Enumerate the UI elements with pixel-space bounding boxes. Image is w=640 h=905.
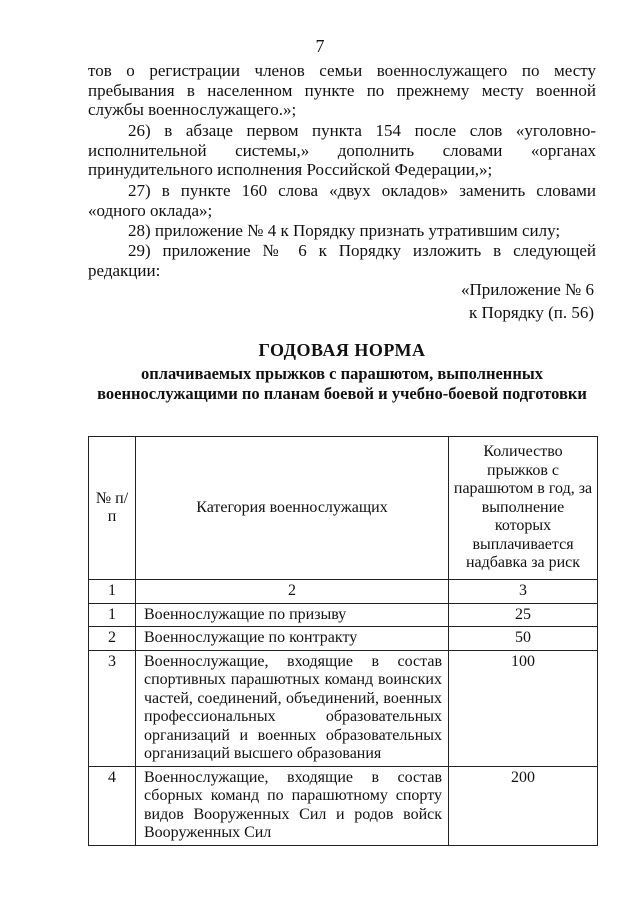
column-number: 1 (89, 580, 136, 604)
row-count: 200 (449, 766, 598, 845)
row-number: 4 (89, 766, 136, 845)
row-number: 2 (89, 627, 136, 651)
table-row (89, 627, 598, 651)
row-count: 50 (449, 627, 598, 651)
table-row (89, 650, 598, 766)
paragraph-item-27: 27) в пункте 160 слова «двух окладов» заменить словами «одного оклада»; (88, 181, 596, 220)
row-count: 25 (449, 603, 598, 627)
document-subtitle: оплачиваемых прыжков с парашютом, выполненных военнослужащими по планам боевой и учебно-боевой подготовки (97, 364, 587, 403)
appendix-line-2: к Порядку (п. 56) (469, 303, 594, 322)
row-category: Военнослужащие, входящие в состав сборных команд по парашютному спорту видов Вооруженных Сил и родов войск Вооруженных Сил (136, 766, 449, 845)
row-number: 3 (89, 650, 136, 766)
appendix-line-1: «Приложение № 6 (461, 280, 594, 299)
column-number: 3 (449, 580, 598, 604)
row-category: Военнослужащие, входящие в состав спортивных парашютных команд воинских частей, соединений, объединений, военных профессиональных образовательных организаций и военных образовательных организаций высшего образования (136, 650, 449, 766)
norm-table (88, 436, 598, 846)
row-count: 100 (449, 650, 598, 766)
table-row (89, 603, 598, 627)
row-category: Военнослужащие по призыву (136, 603, 449, 627)
document-title: ГОДОВАЯ НОРМА (258, 340, 426, 360)
column-number: 2 (136, 580, 449, 604)
row-number: 1 (89, 603, 136, 627)
paragraph-item-29: 29) приложение № 6 к Порядку изложить в следующей редакции: (88, 241, 596, 280)
table-header-row (89, 437, 598, 580)
appendix-reference (461, 278, 594, 324)
header-category: Категория военнослужащих (136, 437, 449, 580)
column-number-row (89, 580, 598, 604)
paragraph-item-28: 28) приложение № 4 к Порядку признать утратившим силу; (128, 221, 561, 240)
paragraph-item-26: 26) в абзаце первом пункта 154 после слов «уголовно-исполнительной системы,» дополнить словами «органах принудительного исполнения Российской Федерации,»; (88, 121, 596, 179)
page-number: 7 (315, 36, 325, 56)
row-category: Военнослужащие по контракту (136, 627, 449, 651)
header-count: Количество прыжков с парашютом в год, за выполнение которых выплачивается надбавка за риск (449, 437, 598, 580)
table-row (89, 766, 598, 845)
paragraph-continuation: тов о регистрации членов семьи военнослужащего по месту пребывания в населенном пункте по прежнему месту военной службы военнослужащего.»; (88, 61, 596, 119)
header-number: № п/п (89, 437, 136, 580)
